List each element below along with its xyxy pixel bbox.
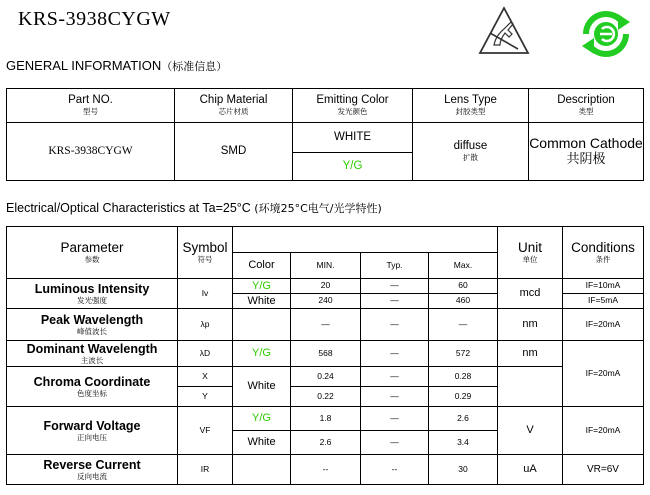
param-luminous-intensity: Luminous Intensity 发光强度 bbox=[7, 279, 178, 309]
fwd-min-yg: 1.8 bbox=[291, 407, 361, 431]
eco-recycle-icon bbox=[576, 10, 636, 58]
chroma-max-x: 0.28 bbox=[429, 367, 498, 387]
lens-type-value: diffuse 扩散 bbox=[413, 123, 529, 181]
header-conditions: Conditions 条件 bbox=[563, 227, 644, 279]
lum-typ-yg: — bbox=[361, 279, 429, 294]
dom-max: 572 bbox=[429, 341, 498, 367]
fwd-color-yg: Y/G bbox=[233, 407, 291, 431]
peak-max: — bbox=[429, 309, 498, 341]
lum-cond-2: IF=5mA bbox=[563, 294, 644, 309]
fwd-max-yg: 2.6 bbox=[429, 407, 498, 431]
table-row bbox=[7, 455, 644, 485]
fwd-max-white: 3.4 bbox=[429, 431, 498, 455]
part-no-value: KRS-3938CYGW bbox=[7, 123, 175, 181]
param-dominant-wavelength: Dominant Wavelength 主波长 bbox=[7, 341, 178, 367]
dom-color: Y/G bbox=[233, 341, 291, 367]
header-part-no: Part NO. 型号 bbox=[7, 89, 175, 123]
general-information-heading: GENERAL INFORMATION（标准信息） bbox=[6, 58, 228, 73]
peak-typ: — bbox=[361, 309, 429, 341]
rev-max: 30 bbox=[429, 455, 498, 485]
header-parameter: Parameter 参数 bbox=[7, 227, 178, 279]
lum-max-white: 460 bbox=[429, 294, 498, 309]
peak-unit: nm bbox=[498, 309, 563, 341]
table-row bbox=[7, 227, 644, 253]
header-min: MIN. bbox=[291, 253, 361, 279]
dom-min: 568 bbox=[291, 341, 361, 367]
lum-color-yg: Y/G bbox=[233, 279, 291, 294]
table-row bbox=[7, 407, 644, 431]
symbol-ir: IR bbox=[178, 455, 233, 485]
header-chip-material: Chip Material 芯片材质 bbox=[175, 89, 293, 123]
description-value: Common Cathode 共阴极 bbox=[529, 123, 644, 181]
characteristics-table bbox=[6, 226, 644, 485]
peak-min: — bbox=[291, 309, 361, 341]
table-row bbox=[7, 341, 644, 367]
lum-unit: mcd bbox=[498, 279, 563, 309]
general-info-table bbox=[6, 88, 644, 181]
symbol-lambda-d: λD bbox=[178, 341, 233, 367]
electrical-characteristics-heading: Electrical/Optical Characteristics at Ta=25°C (环境25°C电气/光学特性) bbox=[6, 201, 382, 215]
rev-typ: -- bbox=[361, 455, 429, 485]
lum-min-white: 240 bbox=[291, 294, 361, 309]
param-forward-voltage: Forward Voltage 正向电压 bbox=[7, 407, 178, 455]
header-emitting-color: Emitting Color 发光颜色 bbox=[293, 89, 413, 123]
fwd-unit: V bbox=[498, 407, 563, 455]
header-max: Max. bbox=[429, 253, 498, 279]
header-blank bbox=[233, 227, 498, 253]
peak-cond: IF=20mA bbox=[563, 309, 644, 341]
rev-unit: uA bbox=[498, 455, 563, 485]
symbol-vf: VF bbox=[178, 407, 233, 455]
rev-color bbox=[233, 455, 291, 485]
lum-typ-white: — bbox=[361, 294, 429, 309]
lum-min-yg: 20 bbox=[291, 279, 361, 294]
fwd-min-white: 2.6 bbox=[291, 431, 361, 455]
chroma-typ-y: — bbox=[361, 387, 429, 407]
chroma-cond: IF=20mA bbox=[563, 341, 644, 407]
table-row bbox=[7, 89, 644, 123]
peak-color bbox=[233, 309, 291, 341]
lum-cond-1: IF=10mA bbox=[563, 279, 644, 294]
esd-warning-icon bbox=[478, 5, 530, 57]
header-color: Color bbox=[233, 253, 291, 279]
dom-unit: nm bbox=[498, 341, 563, 367]
rev-min: -- bbox=[291, 455, 361, 485]
rev-cond: VR=6V bbox=[563, 455, 644, 485]
symbol-x: X bbox=[178, 367, 233, 387]
part-number-title: KRS-3938CYGW bbox=[18, 8, 171, 30]
header-typ: Typ. bbox=[361, 253, 429, 279]
emitting-color-yg: Y/G bbox=[293, 153, 413, 181]
chroma-min-x: 0.24 bbox=[291, 367, 361, 387]
chroma-typ-x: — bbox=[361, 367, 429, 387]
emitting-color-white: WHITE bbox=[293, 123, 413, 153]
symbol-lambda-p: λp bbox=[178, 309, 233, 341]
table-row bbox=[7, 309, 644, 341]
symbol-y: Y bbox=[178, 387, 233, 407]
fwd-color-white: White bbox=[233, 431, 291, 455]
fwd-typ-white: — bbox=[361, 431, 429, 455]
chroma-max-y: 0.29 bbox=[429, 387, 498, 407]
header-symbol: Symbol 符号 bbox=[178, 227, 233, 279]
header-lens-type: Lens Type 封胶类型 bbox=[413, 89, 529, 123]
param-chroma-coordinate: Chroma Coordinate 色度坐标 bbox=[7, 367, 178, 407]
chroma-min-y: 0.22 bbox=[291, 387, 361, 407]
header-description: Description 类型 bbox=[529, 89, 644, 123]
table-row bbox=[7, 123, 644, 153]
chroma-color: White bbox=[233, 367, 291, 407]
chip-material-value: SMD bbox=[175, 123, 293, 181]
dom-typ: — bbox=[361, 341, 429, 367]
table-row bbox=[7, 367, 644, 387]
param-reverse-current: Reverse Current 反向电流 bbox=[7, 455, 178, 485]
symbol-iv: Iv bbox=[178, 279, 233, 309]
table-row bbox=[7, 279, 644, 294]
chroma-unit bbox=[498, 367, 563, 407]
lum-color-white: White bbox=[233, 294, 291, 309]
header-unit: Unit 单位 bbox=[498, 227, 563, 279]
fwd-typ-yg: — bbox=[361, 407, 429, 431]
lum-max-yg: 60 bbox=[429, 279, 498, 294]
fwd-cond: IF=20mA bbox=[563, 407, 644, 455]
param-peak-wavelength: Peak Wavelength 峰值波长 bbox=[7, 309, 178, 341]
